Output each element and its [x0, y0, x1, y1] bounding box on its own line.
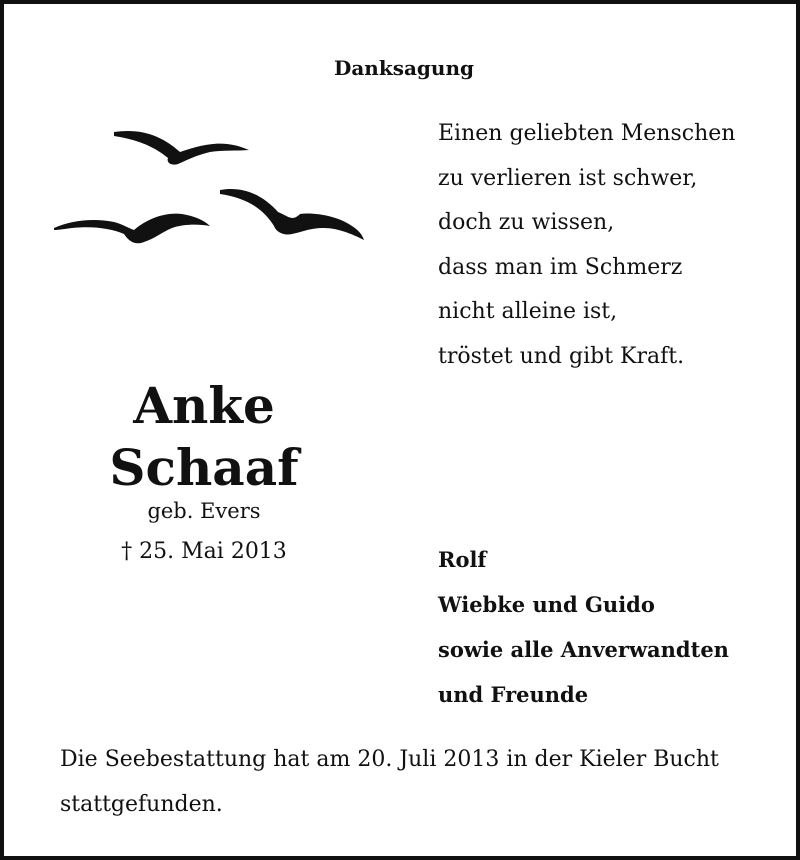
- poem-line: nicht alleine ist,: [438, 299, 618, 324]
- seagull-icon: [114, 131, 249, 165]
- mourner-line: Wiebke und Guido: [438, 592, 655, 617]
- burial-note: [60, 737, 760, 827]
- mourners-list: [438, 537, 729, 717]
- mourner-line: und Freunde: [438, 682, 589, 707]
- seagulls-icon: [52, 122, 372, 252]
- deceased-first-name: Anke: [133, 376, 275, 435]
- poem-line: Einen geliebten Menschen: [438, 121, 736, 146]
- burial-note-line: Die Seebestattung hat am 20. Juli 2013 in der Kieler Bucht: [60, 747, 719, 772]
- mourner-line: Rolf: [438, 547, 487, 572]
- poem-line: zu verlieren ist schwer,: [438, 165, 698, 191]
- poem-line: dass man im Schmerz: [438, 254, 683, 280]
- poem-line: doch zu wissen,: [438, 210, 615, 235]
- poem: [438, 112, 735, 379]
- burial-note-line: stattgefunden.: [60, 792, 223, 817]
- seagull-icon: [220, 189, 364, 240]
- mourner-line: sowie alle Anverwandten: [438, 637, 729, 662]
- deceased-birth-name: geb. Evers: [147, 499, 261, 523]
- seagull-icon: [54, 214, 210, 244]
- deceased-death-date: † 25. Mai 2013: [121, 539, 287, 564]
- poem-line: tröstet und gibt Kraft.: [438, 343, 685, 369]
- notice-heading: Danksagung: [334, 56, 474, 80]
- deceased-last-name: Schaaf: [109, 438, 299, 497]
